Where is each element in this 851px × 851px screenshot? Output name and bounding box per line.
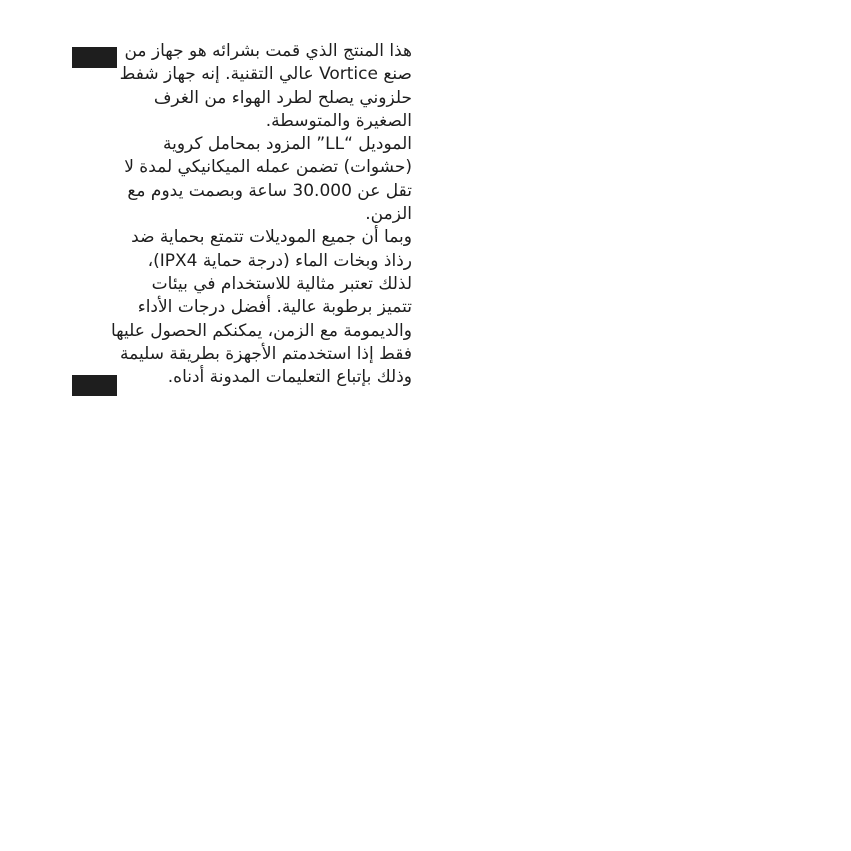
text-line: الصغيرة والمتوسطة.: [265, 110, 412, 131]
text-line: لذلك تعتبر مثالية للاستخدام في بيئات: [151, 273, 412, 294]
text-line: تتميز برطوبة عالية. أفضل درجات الأداء: [137, 297, 412, 318]
text-line: صنع Vortice عالي التقنية. إنه جهاز شفط: [119, 64, 412, 85]
text-line: هذا المنتج الذي قمت بشرائه هو جهاز من: [124, 41, 412, 61]
text-line: وبما أن جميع الموديلات تتمتع بحماية ضد: [131, 227, 412, 248]
text-line: وذلك بإتباع التعليمات المدونة أدناه.: [167, 367, 412, 388]
text-line: الموديل “LL” المزود بمحامل كروية: [163, 134, 412, 155]
text-line: فقط إذا استخدمتم الأجهزة بطريقة سليمة: [120, 343, 412, 364]
section-marker-bar: [72, 375, 117, 396]
section-marker-bar: [72, 47, 117, 68]
text-line: تقل عن 30.000 ساعة وبصمت يدوم مع: [127, 180, 412, 201]
text-line: (حشوات) تضمن عمله الميكانيكي لمدة لا: [124, 157, 412, 178]
text-line: رذاذ وبخات الماء (درجة حماية IPX4)،: [147, 250, 412, 271]
text-line: حلزوني يصلح لطرد الهواء من الغرف: [153, 87, 412, 108]
text-line: والديمومة مع الزمن، يمكنكم الحصول عليها: [110, 320, 412, 341]
intro-paragraph: [110, 40, 412, 389]
text-line: الزمن.: [365, 204, 412, 225]
